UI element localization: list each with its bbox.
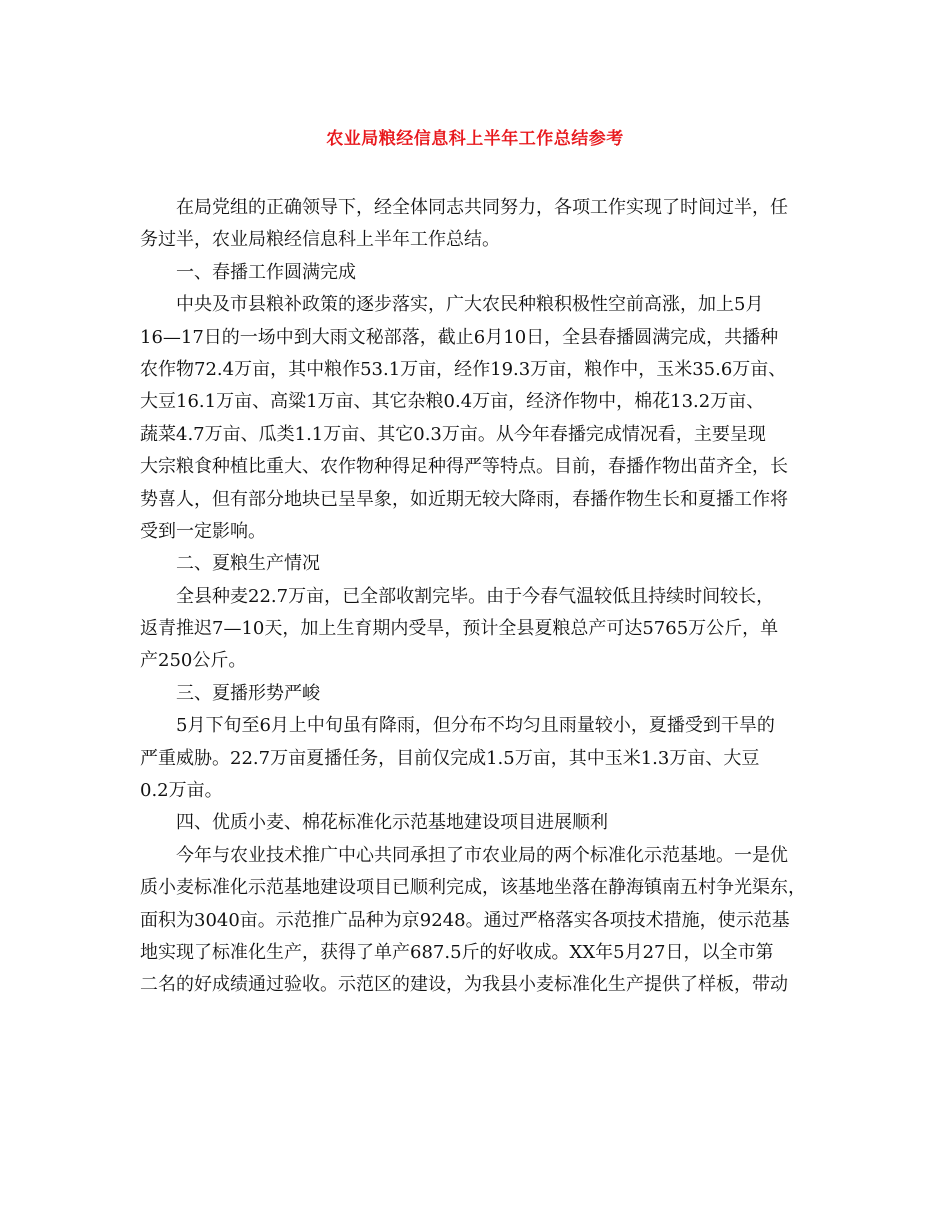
paragraph-line: 蔬菜4.7万亩、瓜类1.1万亩、其它0.3万亩。从今年春播完成情况看，主要呈现 xyxy=(140,423,766,445)
section-heading: 二、夏粮生产情况 xyxy=(176,553,320,575)
paragraph-line: 地实现了标准化生产，获得了单产687.5斤的好收成。XX年5月27日，以全市第 xyxy=(140,941,774,963)
paragraph-line: 全县种麦22.7万亩，已全部收割完毕。由于今春气温较低且持续时间较长， xyxy=(176,585,775,607)
section-heading: 四、优质小麦、棉花标准化示范基地建设项目进展顺利 xyxy=(176,812,608,834)
paragraph-line: 大豆16.1万亩、高粱1万亩、其它杂粮0.4万亩，经济作物中，棉花13.2万亩、 xyxy=(140,391,765,413)
paragraph-line: 产250公斤。 xyxy=(140,650,247,672)
paragraph-line: 返青推迟7—10天，加上生育期内受旱，预计全县夏粮总产可达5765万公斤，单 xyxy=(140,618,779,640)
paragraph-line: 0.2万亩。 xyxy=(140,780,223,802)
paragraph-line: 在局党组的正确领导下，经全体同志共同努力，各项工作实现了时间过半，任 xyxy=(176,197,788,218)
paragraph-line: 16—17日的一场中到大雨文秘部落，截止6月10日，全县春播圆满完成，共播种 xyxy=(140,326,779,348)
paragraph-line: 大宗粮食种植比重大、农作物种得足种得严等特点。目前，春播作物出苗齐全，长 xyxy=(140,456,788,478)
document-title: 农业局粮经信息科上半年工作总结参考 xyxy=(326,129,624,149)
paragraph-line: 今年与农业技术推广中心共同承担了市农业局的两个标准化示范基地。一是优 xyxy=(176,844,788,866)
paragraph-line: 5月下旬至6月上中旬虽有降雨，但分布不均匀且雨量较小，夏播受到干旱的 xyxy=(176,715,775,737)
document-body xyxy=(140,192,828,1002)
section-heading: 三、夏播形势严峻 xyxy=(176,682,320,704)
paragraph-line: 中央及市县粮补政策的逐步落实，广大农民种粮积极性空前高涨，加上5月 xyxy=(176,294,764,316)
section-heading: 一、春播工作圆满完成 xyxy=(176,261,356,283)
paragraph-line: 势喜人，但有部分地块已呈旱象，如近期无较大降雨，春播作物生长和夏播工作将 xyxy=(140,488,788,510)
paragraph-line: 务过半，农业局粮经信息科上半年工作总结。 xyxy=(140,229,500,251)
paragraph-line: 受到一定影响。 xyxy=(140,520,266,542)
paragraph-line: 质小麦标准化示范基地建设项目已顺利完成，该基地坐落在静海镇南五村争光渠东， xyxy=(140,877,806,899)
paragraph-line: 面积为3040亩。示范推广品种为京9248。通过严格落实各项技术措施，使示范基 xyxy=(140,909,790,931)
paragraph-line: 严重威胁。22.7万亩夏播任务，目前仅完成1.5万亩，其中玉米1.3万亩、大豆 xyxy=(140,747,760,769)
paragraph-line: 农作物72.4万亩，其中粮作53.1万亩，经作19.3万亩，粮作中，玉米35.6万亩、 xyxy=(140,358,787,380)
paragraph-line: 二名的好成绩通过验收。示范区的建设，为我县小麦标准化生产提供了样板，带动 xyxy=(140,974,788,996)
